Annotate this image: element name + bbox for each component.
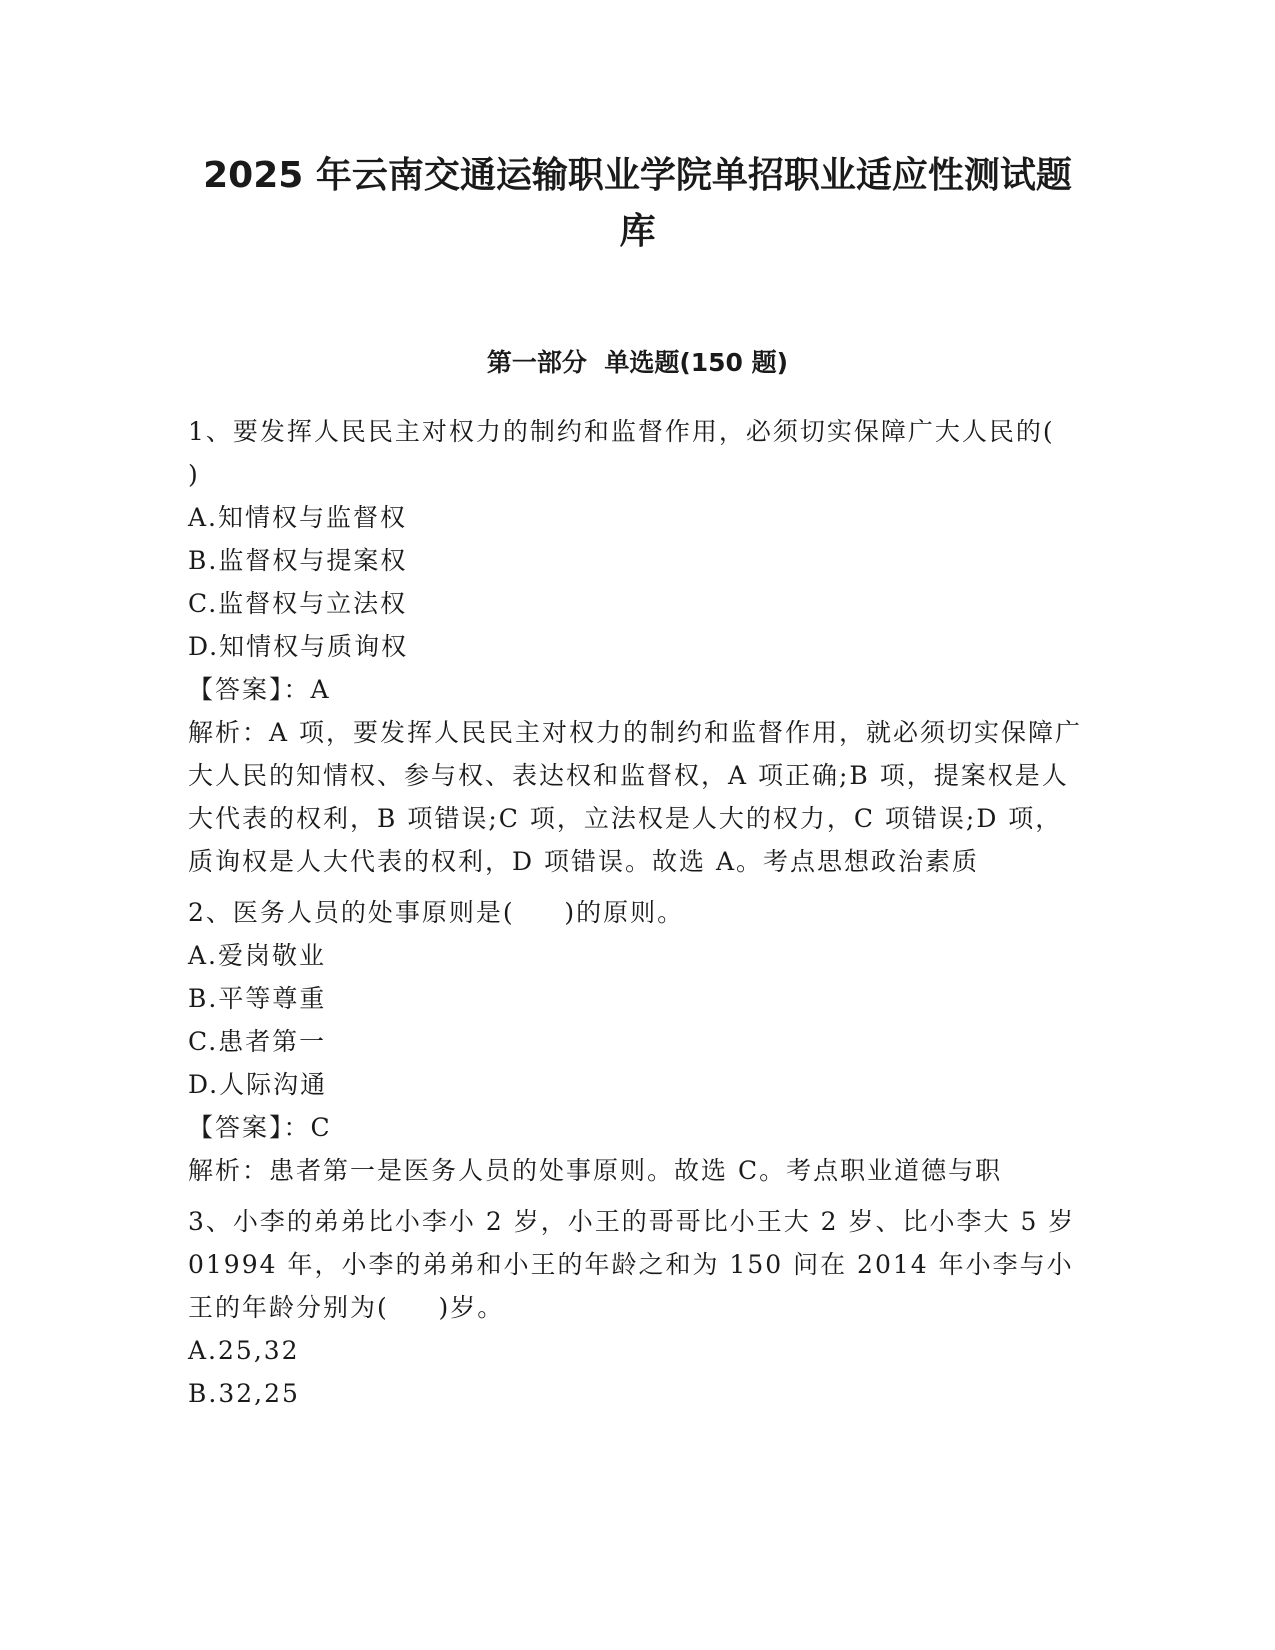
title-line-1: 2025 年云南交通运输职业学院单招职业适应性测试题 bbox=[203, 155, 1072, 196]
option-a: A.25,32 bbox=[188, 1336, 300, 1365]
title-line-2: 库 bbox=[619, 211, 656, 252]
section-heading: 第一部分 单选题(150 题) bbox=[486, 348, 789, 377]
option-d: D.知情权与质询权 bbox=[188, 632, 409, 661]
option-b: B.平等尊重 bbox=[188, 984, 327, 1013]
question-stem: 2、医务人员的处事原则是( )的原则。 bbox=[188, 898, 685, 927]
question-item bbox=[188, 1200, 1088, 1415]
option-a: A.知情权与监督权 bbox=[188, 503, 408, 532]
option-d: D.人际沟通 bbox=[188, 1070, 328, 1099]
option-c: C.监督权与立法权 bbox=[188, 589, 408, 618]
question-item bbox=[188, 410, 1105, 883]
option-b: B.32,25 bbox=[188, 1379, 300, 1408]
question-item bbox=[188, 891, 1088, 1192]
option-c: C.患者第一 bbox=[188, 1027, 327, 1056]
answer-line: 【答案】：C bbox=[188, 1113, 332, 1142]
option-b: B.监督权与提案权 bbox=[188, 546, 408, 575]
question-stem: 3、小李的弟弟比小李小 2 岁，小王的哥哥比小王大 2 岁、比小李大 5 岁 01994 年，小李的弟弟和小王的年龄之和为 150 问在 2014 年小李与小王的年龄分别为( )岁。 bbox=[188, 1207, 1086, 1322]
option-a: A.爱岗敬业 bbox=[188, 941, 327, 970]
document-title bbox=[150, 148, 1125, 260]
analysis-text: 解析：患者第一是医务人员的处事原则。故选 C。考点职业道德与职 bbox=[188, 1156, 1003, 1185]
question-stem: 1、要发挥人民民主对权力的制约和监督作用，必须切实保障广大人民的( ) bbox=[188, 417, 1105, 489]
analysis-text: 解析：A 项，要发挥人民民主对权力的制约和监督作用，就必须切实保障广大人民的知情权、参与权、表达权和监督权，A 项正确;B 项，提案权是人大代表的权利，B 项错误;C 项，立法权是人大的权力，C 项错误;D 项，质询权是人大代表的权利，D 项错误。故选 A。考点思想政治素质 bbox=[188, 718, 1083, 876]
answer-line: 【答案】：A bbox=[188, 675, 331, 704]
question-list bbox=[188, 410, 1105, 1423]
